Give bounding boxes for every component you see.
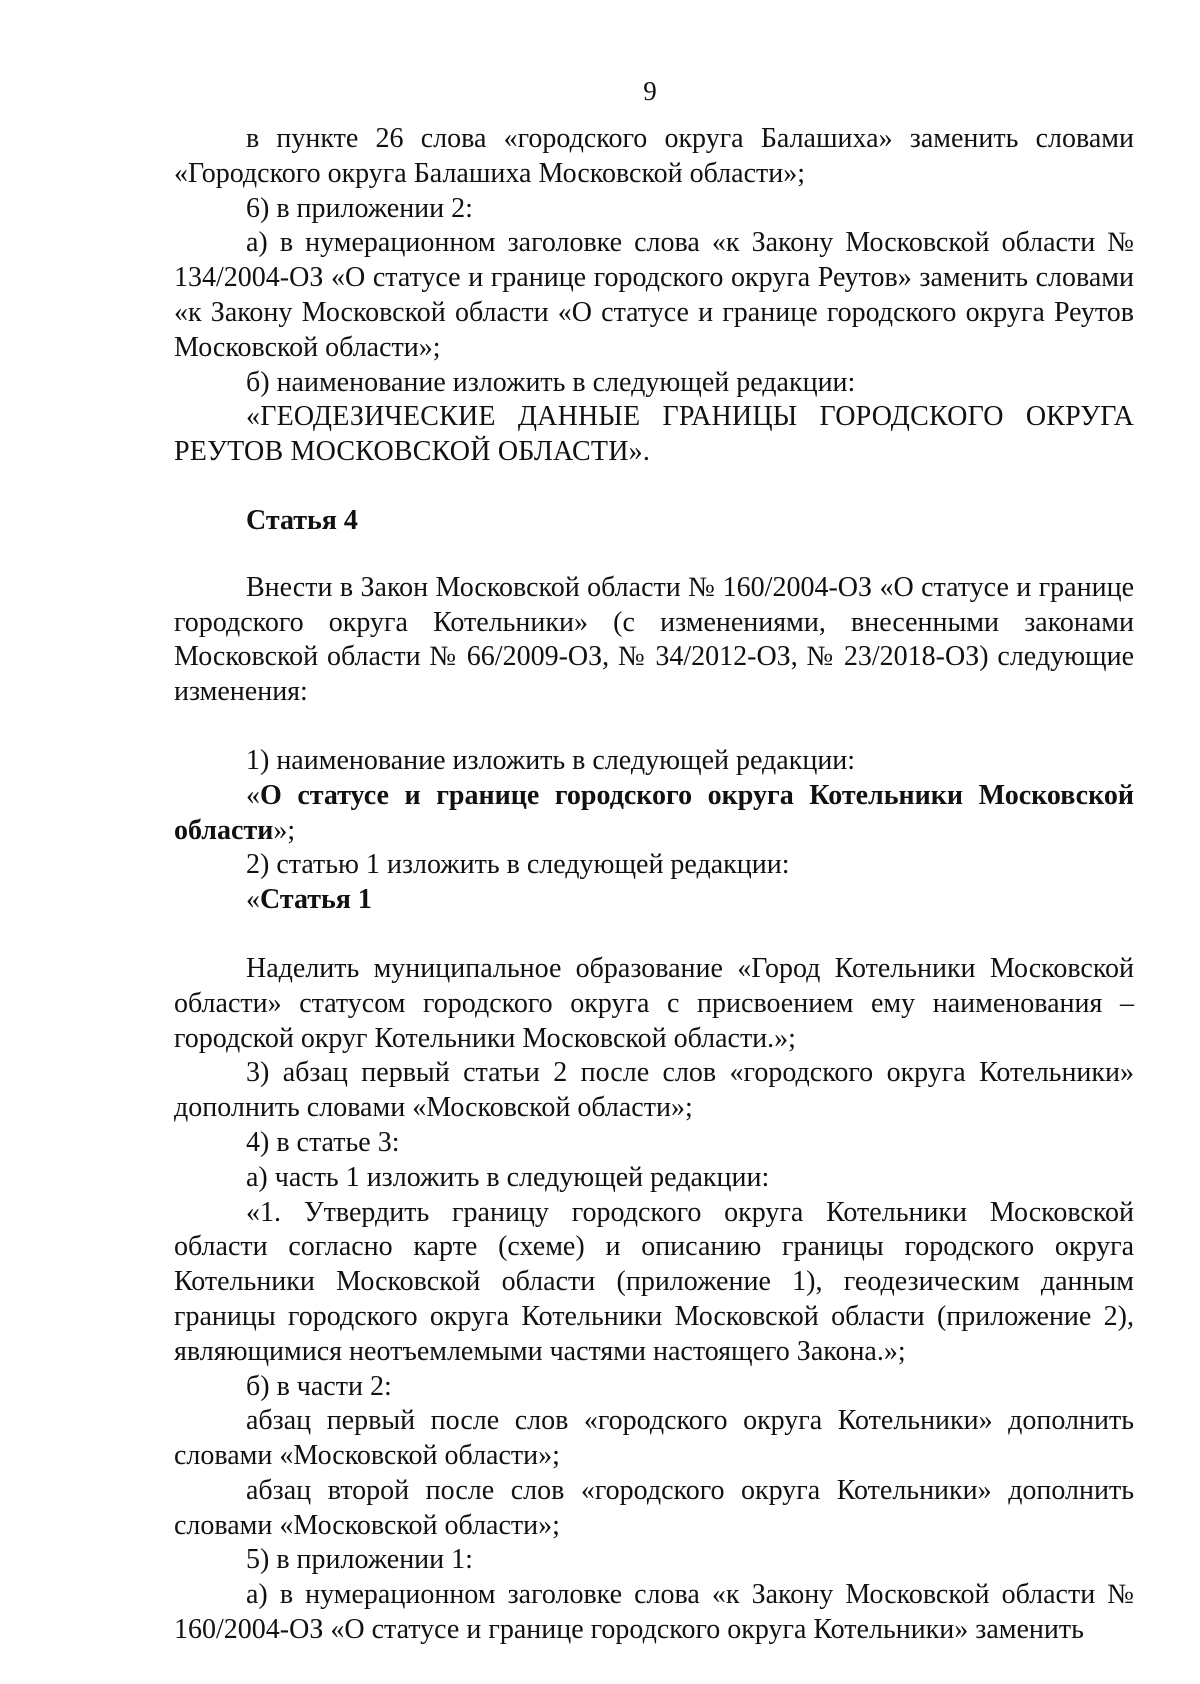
article-1-heading: Статья 1 — [260, 884, 372, 916]
paragraph-geodetic-data-title: «ГЕОДЕЗИЧЕСКИЕ ДАННЫЕ ГРАНИЦЫ ГОРОДСКОГО ОКРУГА РЕУТОВ МОСКОВСКОЙ ОБЛАСТИ». — [174, 401, 1134, 468]
paragraph-item-4: 4) в статье 3: — [246, 1126, 400, 1158]
paragraph-new-title — [174, 779, 1134, 849]
paragraph-item-1: 1) наименование изложить в следующей редакции: — [246, 744, 856, 776]
closing-quote: »; — [273, 814, 296, 846]
paragraph-item-4b: б) в части 2: — [246, 1370, 392, 1402]
paragraph-item-5a: а) в нумерационном заголовке слова «к Закону Московской области № 160/2004-ОЗ «О статусе и границе городского округа Котельники» заменить — [174, 1579, 1134, 1646]
paragraph-spacer — [174, 710, 1134, 744]
paragraph-item-5: 5) в приложении 1: — [246, 1544, 473, 1576]
paragraph-item-3: 3) абзац первый статьи 2 после слов «городского округа Котельники» дополнить словами «Московской области»; — [174, 1057, 1134, 1124]
paragraph-numbering-header-reutov: а) в нумерационном заголовке слова «к Закону Московской области № 134/2004-ОЗ «О статусе и границе городского округа Реутов» заменить словами «к Закону Московской области «О статусе и границе городского округа Реутов Московской области»; — [174, 227, 1134, 363]
opening-quote: « — [246, 884, 260, 916]
article-4-heading: Статья 4 — [246, 504, 358, 536]
paragraph-article-1-title — [174, 883, 1134, 918]
new-law-title: О статусе и границе городского округа Котельники Московской области — [174, 779, 1134, 846]
paragraph-item-2: 2) статью 1 изложить в следующей редакции: — [246, 849, 790, 881]
paragraph-spacer — [174, 918, 1134, 952]
paragraph-kotelniki-law-amendment: Внести в Закон Московской области № 160/2004-ОЗ «О статусе и границе городского округа Котельники» (с изменениями, внесенными законами Московской области № 66/2009-ОЗ, № 34/2012-ОЗ, № 23/2018-ОЗ) следующие изменения: — [174, 571, 1134, 708]
paragraph-balashikha-amendment: в пункте 26 слова «городского округа Балашиха» заменить словами «Городского округа Балашиха Московской области»; — [174, 123, 1134, 189]
opening-quote: « — [246, 779, 260, 811]
paragraph-boundary-approval: «1. Утвердить границу городского округа Котельники Московской области согласно карте (схеме) и описанию границы городского округа Котельники Московской области (приложение 1), геодезическим данным границы городского округа Котельники Московской области (приложение 2), являющимися неотъемлемыми частями настоящего Закона.»; — [174, 1196, 1134, 1367]
paragraph-first-subparagraph: абзац первый после слов «городского округа Котельники» дополнить словами «Московской области»; — [174, 1405, 1134, 1472]
paragraph-name-revision: б) наименование изложить в следующей редакции: — [246, 366, 856, 398]
paragraph-item-4a: а) часть 1 изложить в следующей редакции: — [246, 1161, 770, 1193]
paragraph-article-1-text: Наделить муниципальное образование «Город Котельники Московской области» статусом городского округа с присвоением ему наименования – городской округ Котельники Московской области.»; — [174, 952, 1134, 1054]
paragraph-second-subparagraph: абзац второй после слов «городского округа Котельники» дополнить словами «Московской области»; — [174, 1474, 1134, 1541]
paragraph-appendix-2-heading: 6) в приложении 2: — [246, 192, 473, 224]
page-number: 9 — [643, 76, 657, 106]
document-body — [174, 122, 1134, 1648]
